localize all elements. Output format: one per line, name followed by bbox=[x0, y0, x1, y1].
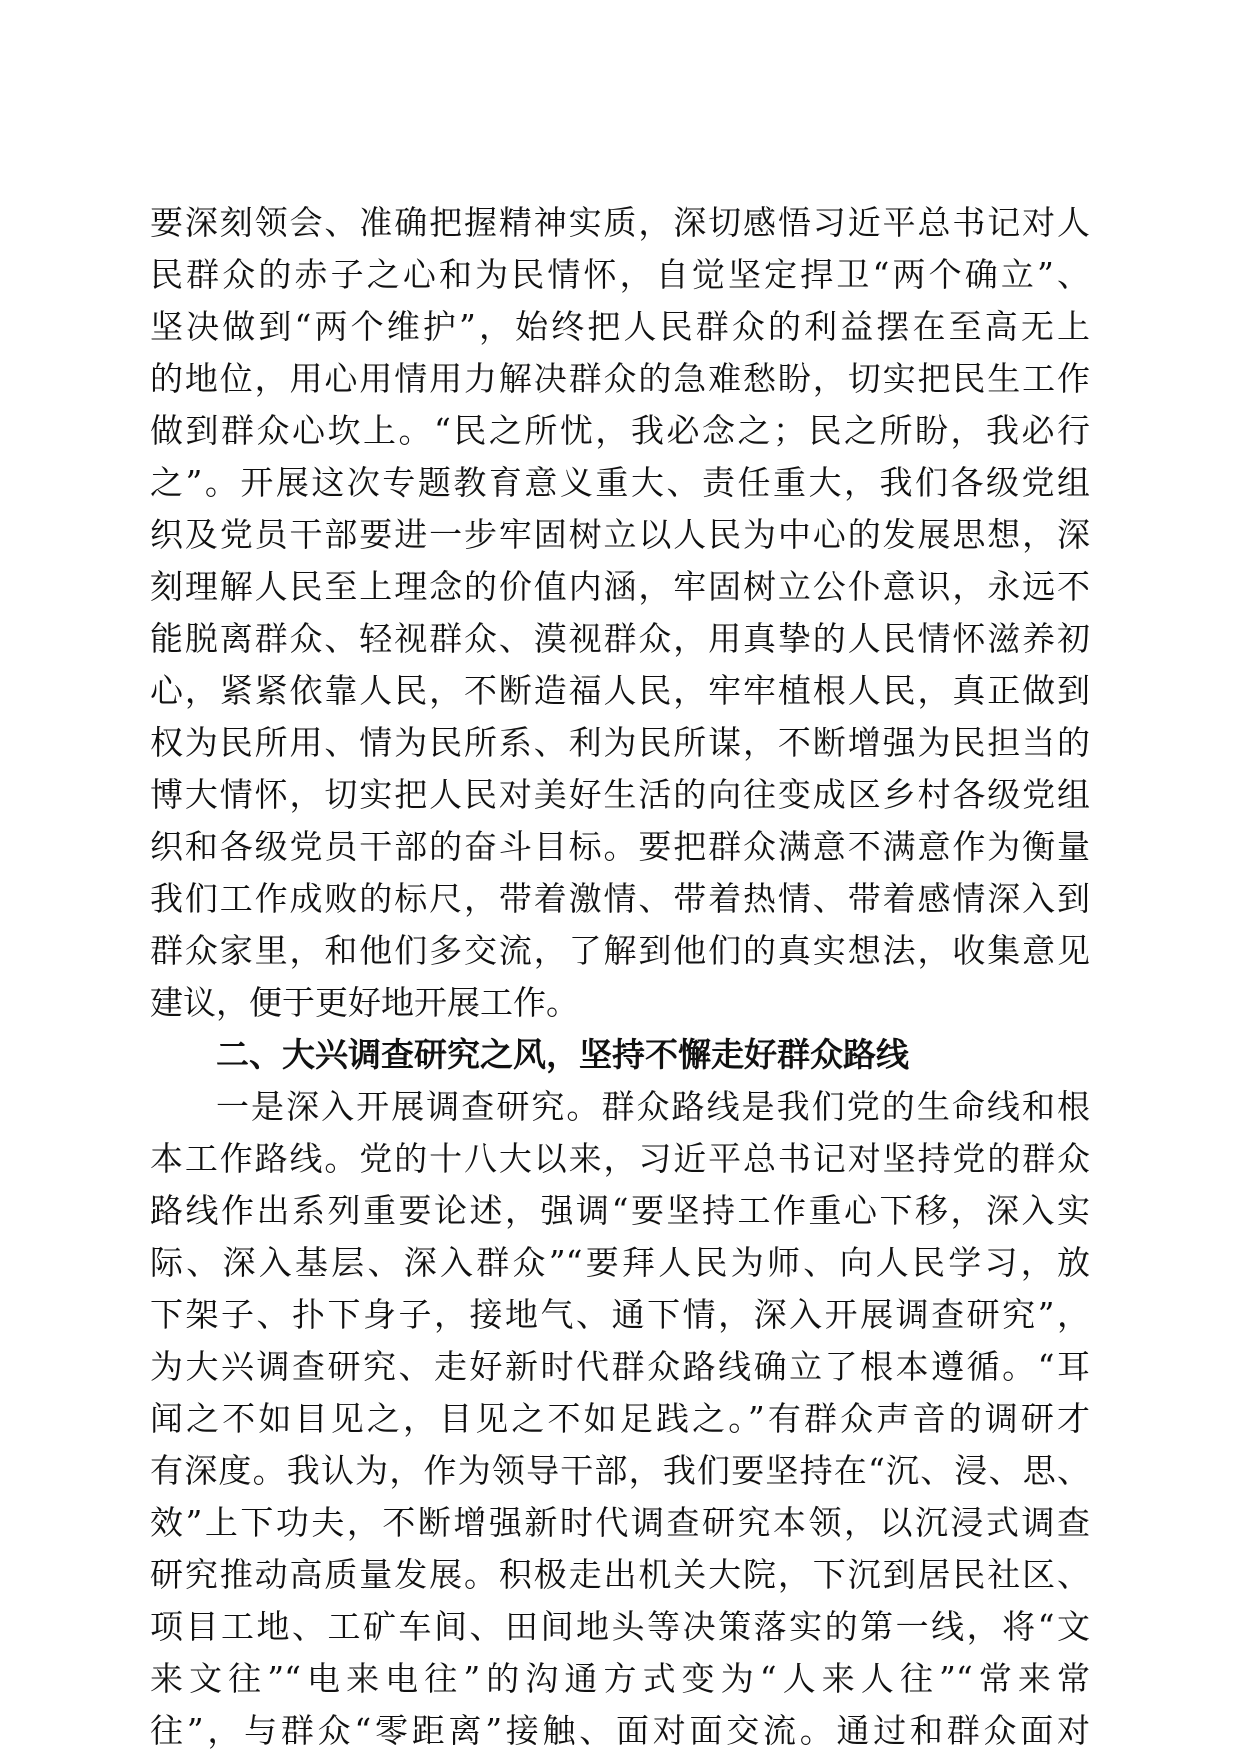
text-line: 权为民所用、情为民所系、利为民所谋，不断增强为民担当的 bbox=[150, 723, 1090, 762]
section-heading: 二、大兴调查研究之风，坚持不懈走好群众路线 bbox=[216, 1035, 909, 1074]
text-line: 能脱离群众、轻视群众、漠视群众，用真挚的人民情怀滋养初 bbox=[150, 619, 1090, 658]
text-line: 往”，与群众“零距离”接触、面对面交流。通过和群众面对 bbox=[150, 1711, 1090, 1750]
document-body bbox=[150, 197, 1090, 1757]
text-line: 研究推动高质量发展。积极走出机关大院，下沉到居民社区、 bbox=[150, 1555, 1090, 1594]
text-line: 刻理解人民至上理念的价值内涵，牢固树立公仆意识，永远不 bbox=[150, 567, 1090, 606]
text-line: 织和各级党员干部的奋斗目标。要把群众满意不满意作为衡量 bbox=[150, 827, 1090, 866]
text-line: 来文往”“电来电往”的沟通方式变为“人来人往”“常来常 bbox=[150, 1659, 1090, 1698]
text-line: 坚决做到“两个维护”，始终把人民群众的利益摆在至高无上 bbox=[150, 307, 1090, 346]
text-line: 路线作出系列重要论述，强调“要坚持工作重心下移，深入实 bbox=[150, 1191, 1090, 1230]
text-line: 本工作路线。党的十八大以来，习近平总书记对坚持党的群众 bbox=[150, 1139, 1090, 1178]
text-line: 际、深入基层、深入群众”“要拜人民为师、向人民学习，放 bbox=[150, 1243, 1090, 1282]
text-line: 建议，便于更好地开展工作。 bbox=[150, 983, 579, 1022]
text-line: 之”。开展这次专题教育意义重大、责任重大，我们各级党组 bbox=[150, 463, 1090, 502]
text-line: 一是深入开展调查研究。群众路线是我们党的生命线和根 bbox=[216, 1087, 1090, 1126]
text-line: 的地位，用心用情用力解决群众的急难愁盼，切实把民生工作 bbox=[150, 359, 1090, 398]
text-line: 民群众的赤子之心和为民情怀，自觉坚定捍卫“两个确立”、 bbox=[150, 255, 1090, 294]
paragraph-2 bbox=[150, 1081, 1090, 1757]
text-line: 我们工作成败的标尺，带着激情、带着热情、带着感情深入到 bbox=[150, 879, 1090, 918]
text-line: 博大情怀，切实把人民对美好生活的向往变成区乡村各级党组 bbox=[150, 775, 1090, 814]
text-line: 为大兴调查研究、走好新时代群众路线确立了根本遵循。“耳 bbox=[150, 1347, 1090, 1386]
text-line: 下架子、扑下身子，接地气、通下情，深入开展调查研究”， bbox=[150, 1295, 1090, 1334]
text-line: 效”上下功夫，不断增强新时代调查研究本领，以沉浸式调查 bbox=[150, 1503, 1090, 1542]
text-line: 要深刻领会、准确把握精神实质，深切感悟习近平总书记对人 bbox=[150, 203, 1090, 242]
text-line: 有深度。我认为，作为领导干部，我们要坚持在“沉、浸、思、 bbox=[150, 1451, 1090, 1490]
text-line: 织及党员干部要进一步牢固树立以人民为中心的发展思想，深 bbox=[150, 515, 1090, 554]
text-line: 心，紧紧依靠人民，不断造福人民，牢牢植根人民，真正做到 bbox=[150, 671, 1090, 710]
text-line: 做到群众心坎上。“民之所忧，我必念之；民之所盼，我必行 bbox=[150, 411, 1090, 450]
text-line: 群众家里，和他们多交流，了解到他们的真实想法，收集意见 bbox=[150, 931, 1090, 970]
text-line: 项目工地、工矿车间、田间地头等决策落实的第一线，将“文 bbox=[150, 1607, 1090, 1646]
paragraph-1 bbox=[150, 197, 1090, 1029]
text-line: 闻之不如目见之，目见之不如足践之。”有群众声音的调研才 bbox=[150, 1399, 1090, 1438]
